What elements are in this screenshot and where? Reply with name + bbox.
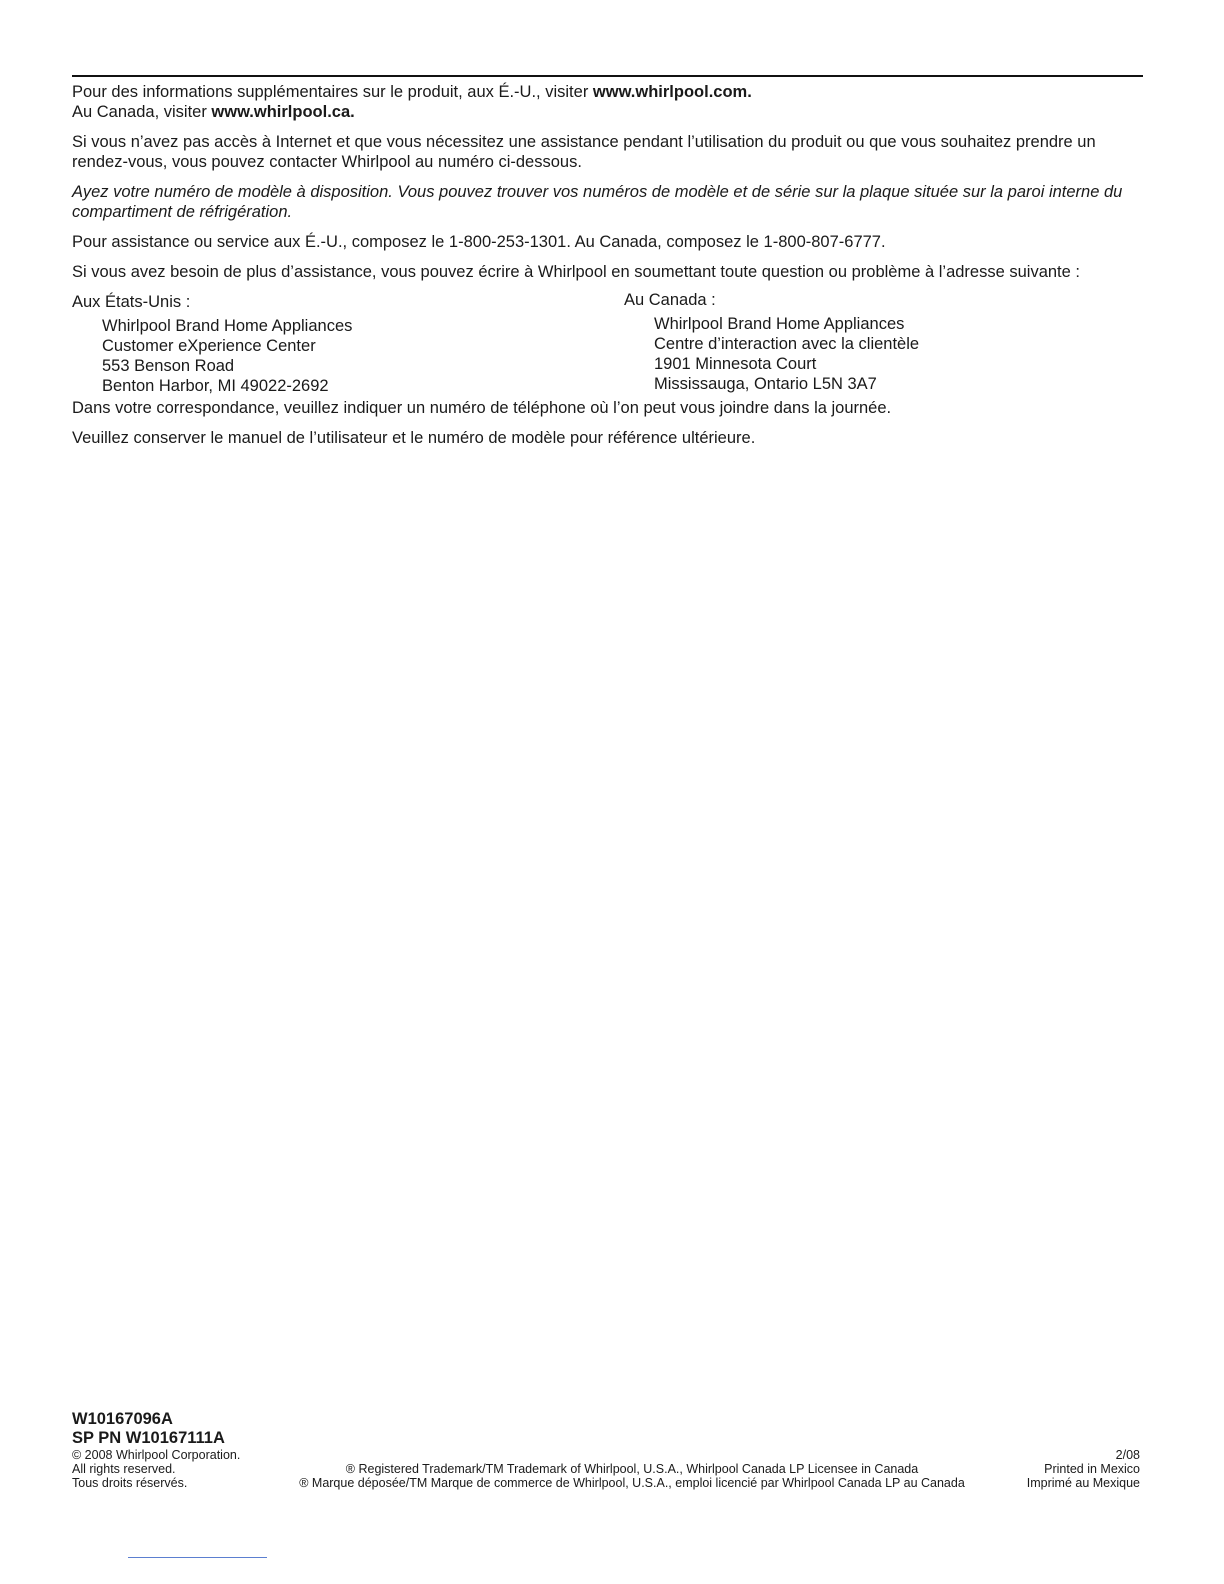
intro-line1-text: Pour des informations supplémentaires sur le produit, aux É.-U., visiter <box>72 83 593 101</box>
address-us-heading: Aux États-Unis : <box>72 293 191 311</box>
address-ca <box>624 290 919 394</box>
print-info-block <box>1027 1448 1140 1490</box>
address-ca-line: Mississauga, Ontario L5N 3A7 <box>654 375 877 393</box>
address-ca-heading: Au Canada : <box>624 291 716 309</box>
copyright-line: Tous droits réservés. <box>72 1476 188 1490</box>
part-number: W10167096A <box>72 1410 173 1428</box>
intro-line2-text: Au Canada, visiter <box>72 103 212 121</box>
copyright-line: All rights reserved. <box>72 1462 176 1476</box>
trademark-line: ® Marque déposée/TM Marque de commerce de Whirlpool, U.S.A., emploi licencié par Whirlpool Canada LP au Canada <box>299 1476 965 1490</box>
phone-paragraph: Pour assistance ou service aux É.-U., composez le 1-800-253-1301. Au Canada, composez le 1-800-807-6777. <box>72 233 886 251</box>
document-body <box>72 82 1140 458</box>
footer <box>72 1410 1140 1492</box>
whirlpool-com-link[interactable]: www.whirlpool.com. <box>592 83 752 101</box>
address-ca-line: Whirlpool Brand Home Appliances <box>654 315 905 333</box>
write-paragraph: Si vous avez besoin de plus d’assistance, vous pouvez écrire à Whirlpool en soumettant toute question ou problème à l’adresse suivante : <box>72 263 1080 281</box>
address-us <box>72 292 352 396</box>
model-number-paragraph: Ayez votre numéro de modèle à disposition. Vous pouvez trouver vos numéros de modèle et de série sur la plaque située sur la paroi interne du compartiment de réfrigération. <box>72 183 1123 221</box>
top-rule <box>72 75 1143 77</box>
keep-manual-paragraph: Veuillez conserver le manuel de l’utilisateur et le numéro de modèle pour référence ultérieure. <box>72 429 756 447</box>
address-us-line: Customer eXperience Center <box>102 337 316 355</box>
printed-in: Printed in Mexico <box>1044 1462 1140 1476</box>
address-us-line: Benton Harbor, MI 49022-2692 <box>102 377 329 395</box>
trademark-line: ® Registered Trademark/TM Trademark of Whirlpool, U.S.A., Whirlpool Canada LP Licensee in Canada <box>345 1462 919 1476</box>
address-ca-line: Centre d’interaction avec la clientèle <box>654 335 920 353</box>
no-internet-paragraph: Si vous n’avez pas accès à Internet et que vous nécessitez une assistance pendant l’utilisation du produit ou que vous souhaitez prendre un rendez-vous, vous pouvez contacter Whirlpool au numéro ci-dessous. <box>72 133 1096 171</box>
sp-part-number: SP PN W10167111A <box>72 1429 225 1447</box>
copyright-block <box>72 1448 240 1490</box>
bottom-divider <box>128 1557 267 1558</box>
addresses <box>72 292 1140 398</box>
trademark-block <box>252 1462 1012 1490</box>
whirlpool-ca-link[interactable]: www.whirlpool.ca. <box>211 103 355 121</box>
address-us-line: 553 Benson Road <box>102 357 235 375</box>
copyright-line: © 2008 Whirlpool Corporation. <box>72 1448 241 1462</box>
correspondence-paragraph: Dans votre correspondance, veuillez indiquer un numéro de téléphone où l’on peut vous joindre dans la journée. <box>72 399 892 417</box>
address-us-line: Whirlpool Brand Home Appliances <box>102 317 353 335</box>
part-numbers <box>72 1410 1140 1448</box>
address-ca-line: 1901 Minnesota Court <box>654 355 817 373</box>
intro-paragraph <box>72 82 1140 122</box>
legal-notice <box>72 1448 1140 1492</box>
printed-in-fr: Imprimé au Mexique <box>1026 1476 1140 1490</box>
print-date: 2/08 <box>1115 1448 1140 1462</box>
